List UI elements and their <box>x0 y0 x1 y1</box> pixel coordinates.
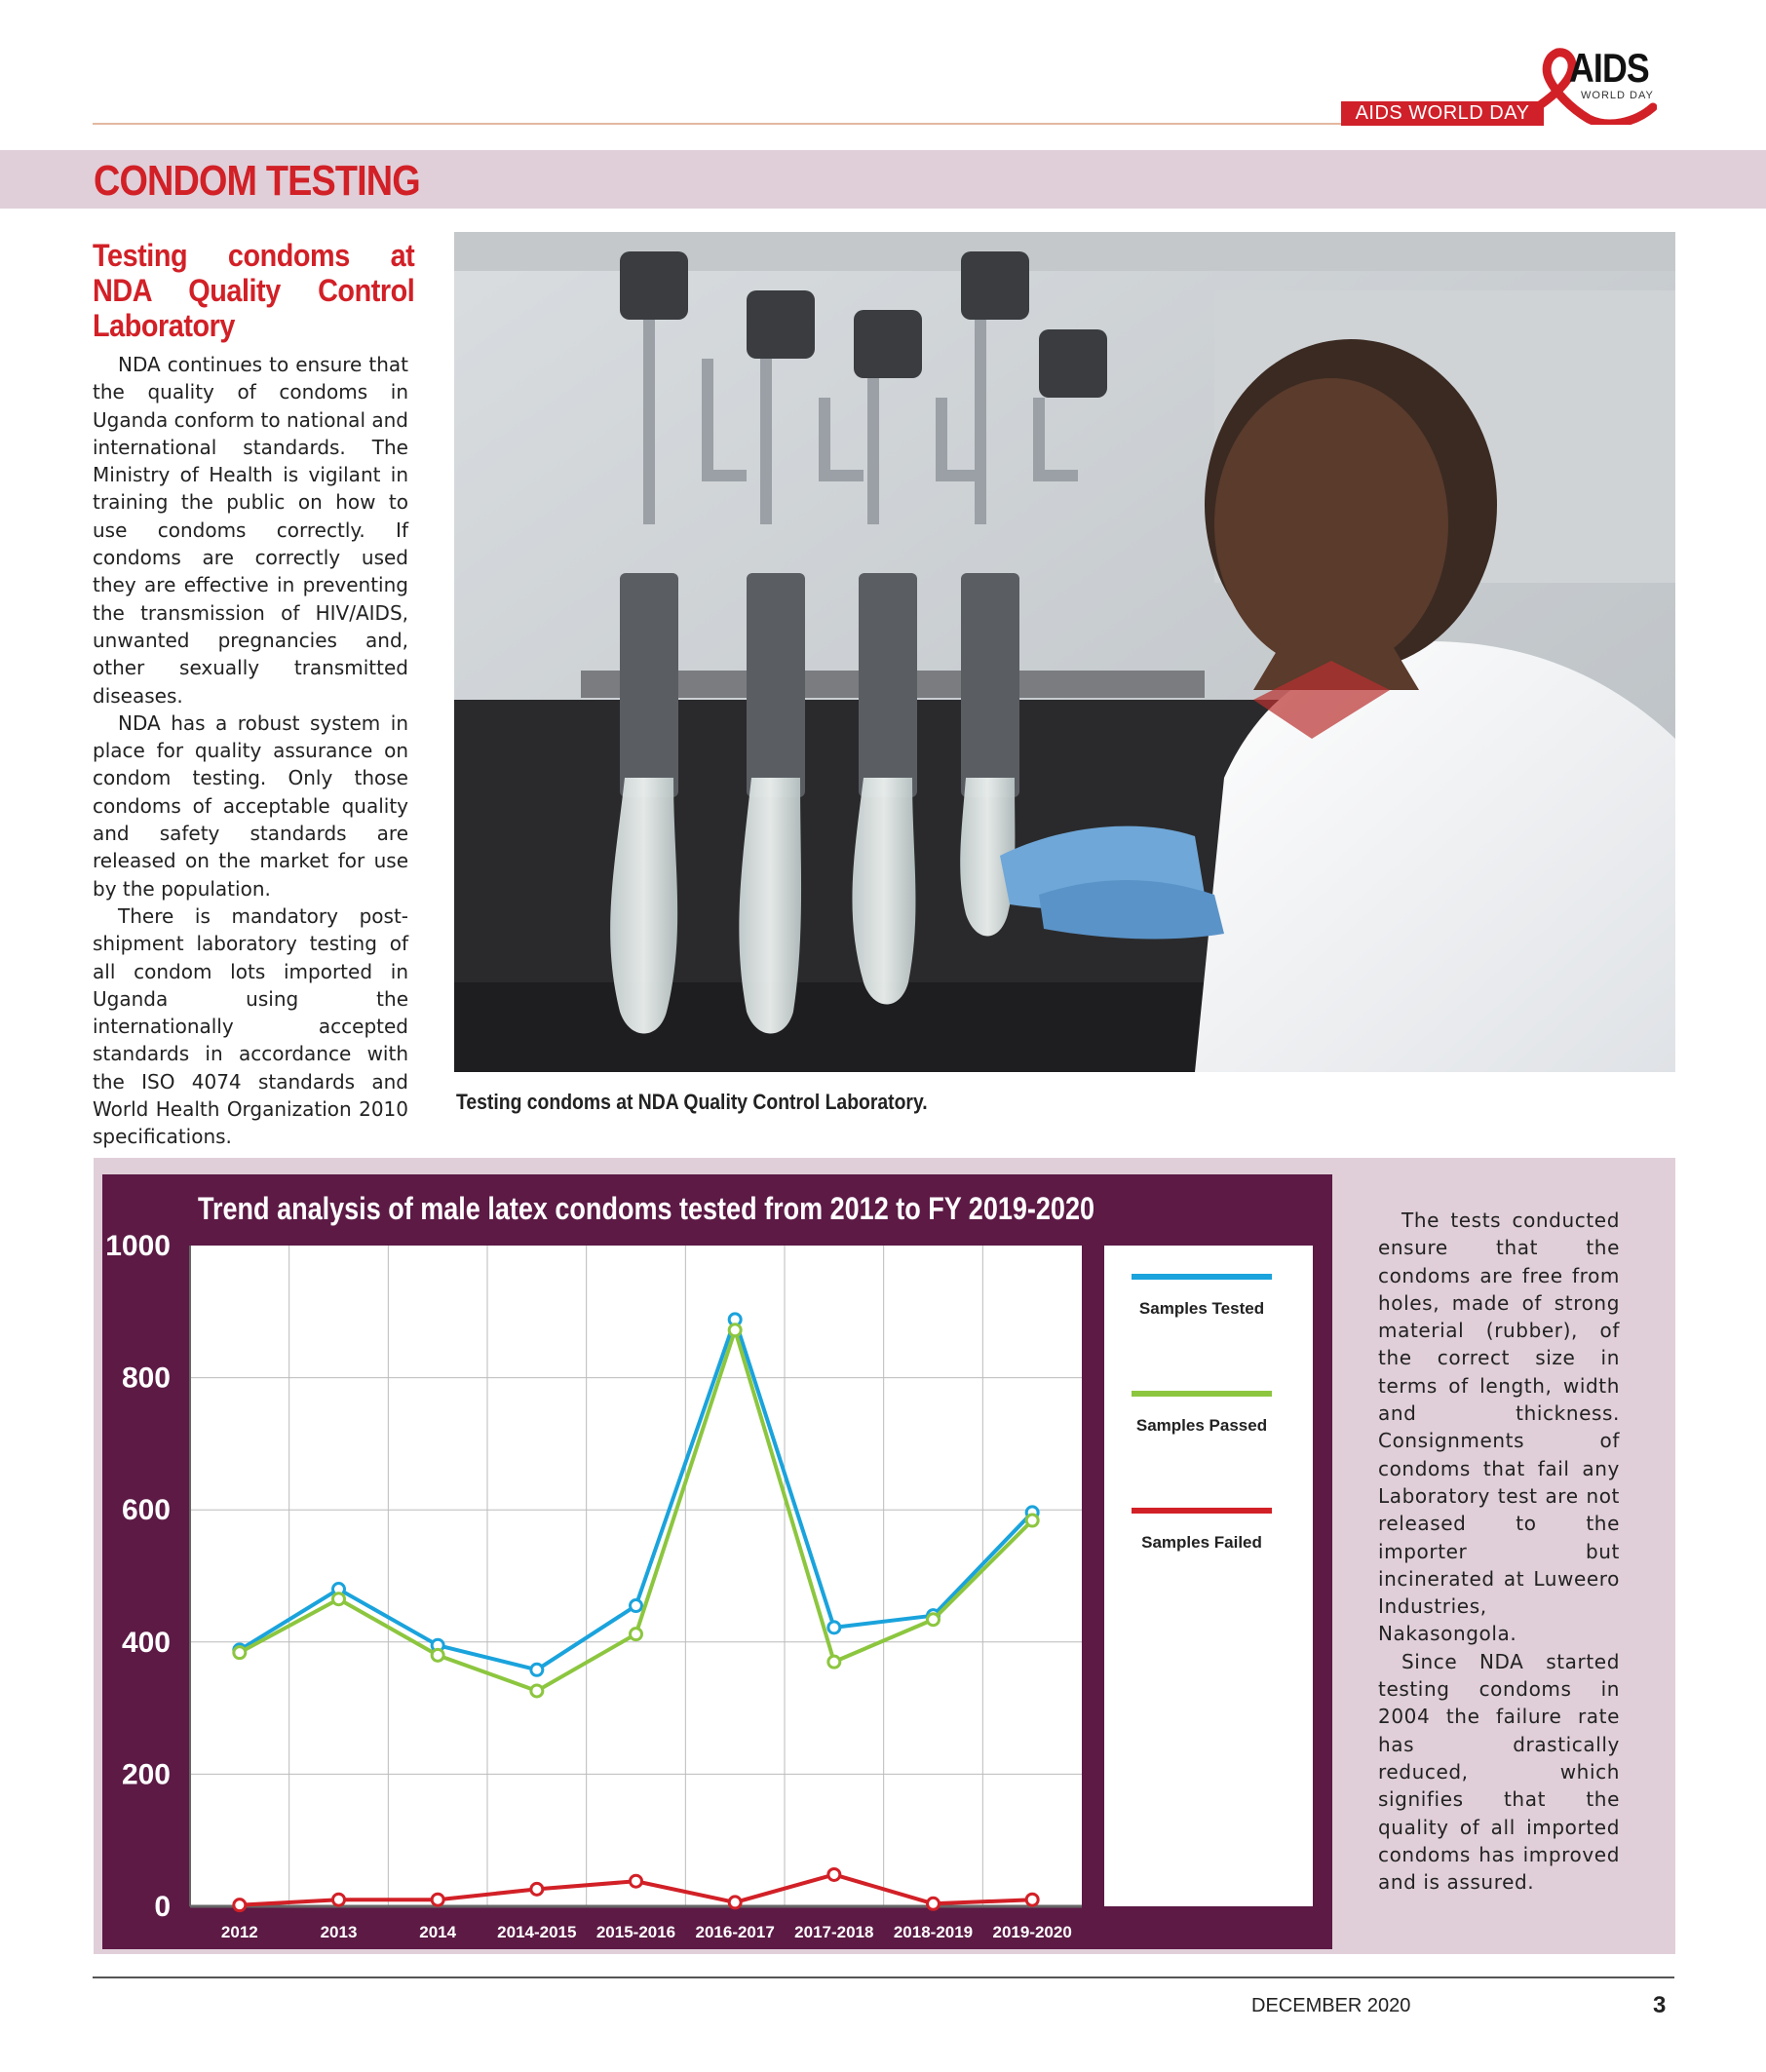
footer-rule <box>93 1976 1674 1978</box>
section-title: CONDOM TESTING <box>94 157 420 205</box>
samples-failed-point <box>333 1894 345 1905</box>
trend-line-chart <box>102 1174 1332 1949</box>
samples-tested-point <box>828 1622 840 1633</box>
y-tick-label: 200 <box>121 1758 171 1791</box>
samples-passed-point <box>432 1649 443 1661</box>
lab-photo-illustration <box>454 232 1675 1072</box>
legend-label-samples-tested: Samples Tested <box>1138 1299 1265 1318</box>
samples-failed-point <box>928 1898 940 1909</box>
y-tick-label: 0 <box>154 1891 171 1923</box>
samples-passed-point <box>828 1656 840 1668</box>
aids-world-day-tag: AIDS WORLD DAY <box>1341 101 1544 126</box>
article-body <box>93 351 408 1151</box>
lab-photo <box>454 232 1675 1072</box>
aids-logo-sub: WORLD DAY <box>1581 90 1654 101</box>
article-paragraph: NDA continues to ensure that the quality of condoms in Uganda conform to national and international standards. The Ministry of Health is vigilant in training the public on how to use condoms correctly. If condoms are correctly used they are effective in preventing the transmission of HIV/AIDS, unwanted pregnancies and, other sexually transmitted diseases. <box>93 353 408 708</box>
samples-failed-point <box>1026 1894 1038 1905</box>
chart-title: Trend analysis of male latex condoms tested from 2012 to FY 2019-2020 <box>198 1191 1094 1226</box>
legend-label-samples-failed: Samples Failed <box>1141 1533 1262 1552</box>
x-tick-label: 2017-2018 <box>794 1923 874 1941</box>
samples-passed-point <box>333 1593 345 1605</box>
plot-area <box>190 1246 1082 1906</box>
article-heading: Testing condoms at NDA Quality Control Laboratory <box>93 238 415 343</box>
samples-passed-point <box>234 1647 246 1659</box>
samples-passed-point <box>631 1629 642 1640</box>
header-rule <box>93 123 1350 125</box>
samples-passed-point <box>729 1324 741 1336</box>
samples-tested-point <box>631 1600 642 1612</box>
y-tick-label: 1000 <box>105 1230 171 1262</box>
article-paragraph: There is mandatory post-shipment laboratory testing of all condom lots imported in Uganda using the internationally accepted standards in accordance with the ISO 4074 standards and World Health Organization 2010 specifications. <box>93 903 408 1149</box>
samples-tested-point <box>531 1664 543 1675</box>
legend-box <box>1104 1246 1313 1906</box>
samples-passed-point <box>928 1614 940 1626</box>
sidebar-text <box>1378 1207 1620 1896</box>
samples-failed-point <box>234 1899 246 1911</box>
x-tick-label: 2014 <box>419 1923 457 1941</box>
sidebar-paragraph: Since NDA started testing condoms in 2004 the failure rate has drastically reduced, which signifies that the quality of all imported condoms has improved and is assured. <box>1378 1649 1620 1895</box>
samples-passed-point <box>1026 1515 1038 1526</box>
sidebar-paragraph: The tests conducted ensure that the condoms are free from holes, made of strong material (rubber), of the correct size in terms of length, width and thickness. Consignments of condoms that fail any Laboratory test are not released to the importer but incinerated at Luweero Industries, Nakasongola. <box>1378 1209 1620 1646</box>
footer-date: DECEMBER 2020 <box>1251 1995 1411 2016</box>
y-tick-label: 400 <box>121 1626 171 1659</box>
x-tick-label: 2014-2015 <box>497 1923 577 1941</box>
x-tick-label: 2012 <box>220 1923 258 1941</box>
legend-label-samples-passed: Samples Passed <box>1135 1416 1268 1435</box>
photo-caption: Testing condoms at NDA Quality Control Laboratory. <box>456 1090 928 1114</box>
article-paragraph: NDA has a robust system in place for quality assurance on condom testing. Only those condoms of acceptable quality and safety standards are released on the market for use by the population. <box>93 710 408 901</box>
samples-failed-point <box>631 1875 642 1887</box>
samples-failed-point <box>531 1883 543 1895</box>
samples-failed-point <box>432 1894 443 1905</box>
page-number: 3 <box>1653 1992 1667 2018</box>
y-tick-label: 800 <box>121 1362 171 1395</box>
y-tick-label: 600 <box>121 1494 171 1527</box>
x-tick-label: 2015-2016 <box>595 1923 676 1941</box>
x-tick-label: 2019-2020 <box>992 1923 1072 1941</box>
aids-logo-word: AIDS <box>1569 45 1649 91</box>
x-tick-label: 2018-2019 <box>893 1923 974 1941</box>
x-tick-label: 2013 <box>320 1923 358 1941</box>
samples-passed-point <box>531 1685 543 1697</box>
samples-failed-point <box>828 1868 840 1880</box>
x-tick-label: 2016-2017 <box>695 1923 775 1941</box>
samples-failed-point <box>729 1897 741 1908</box>
